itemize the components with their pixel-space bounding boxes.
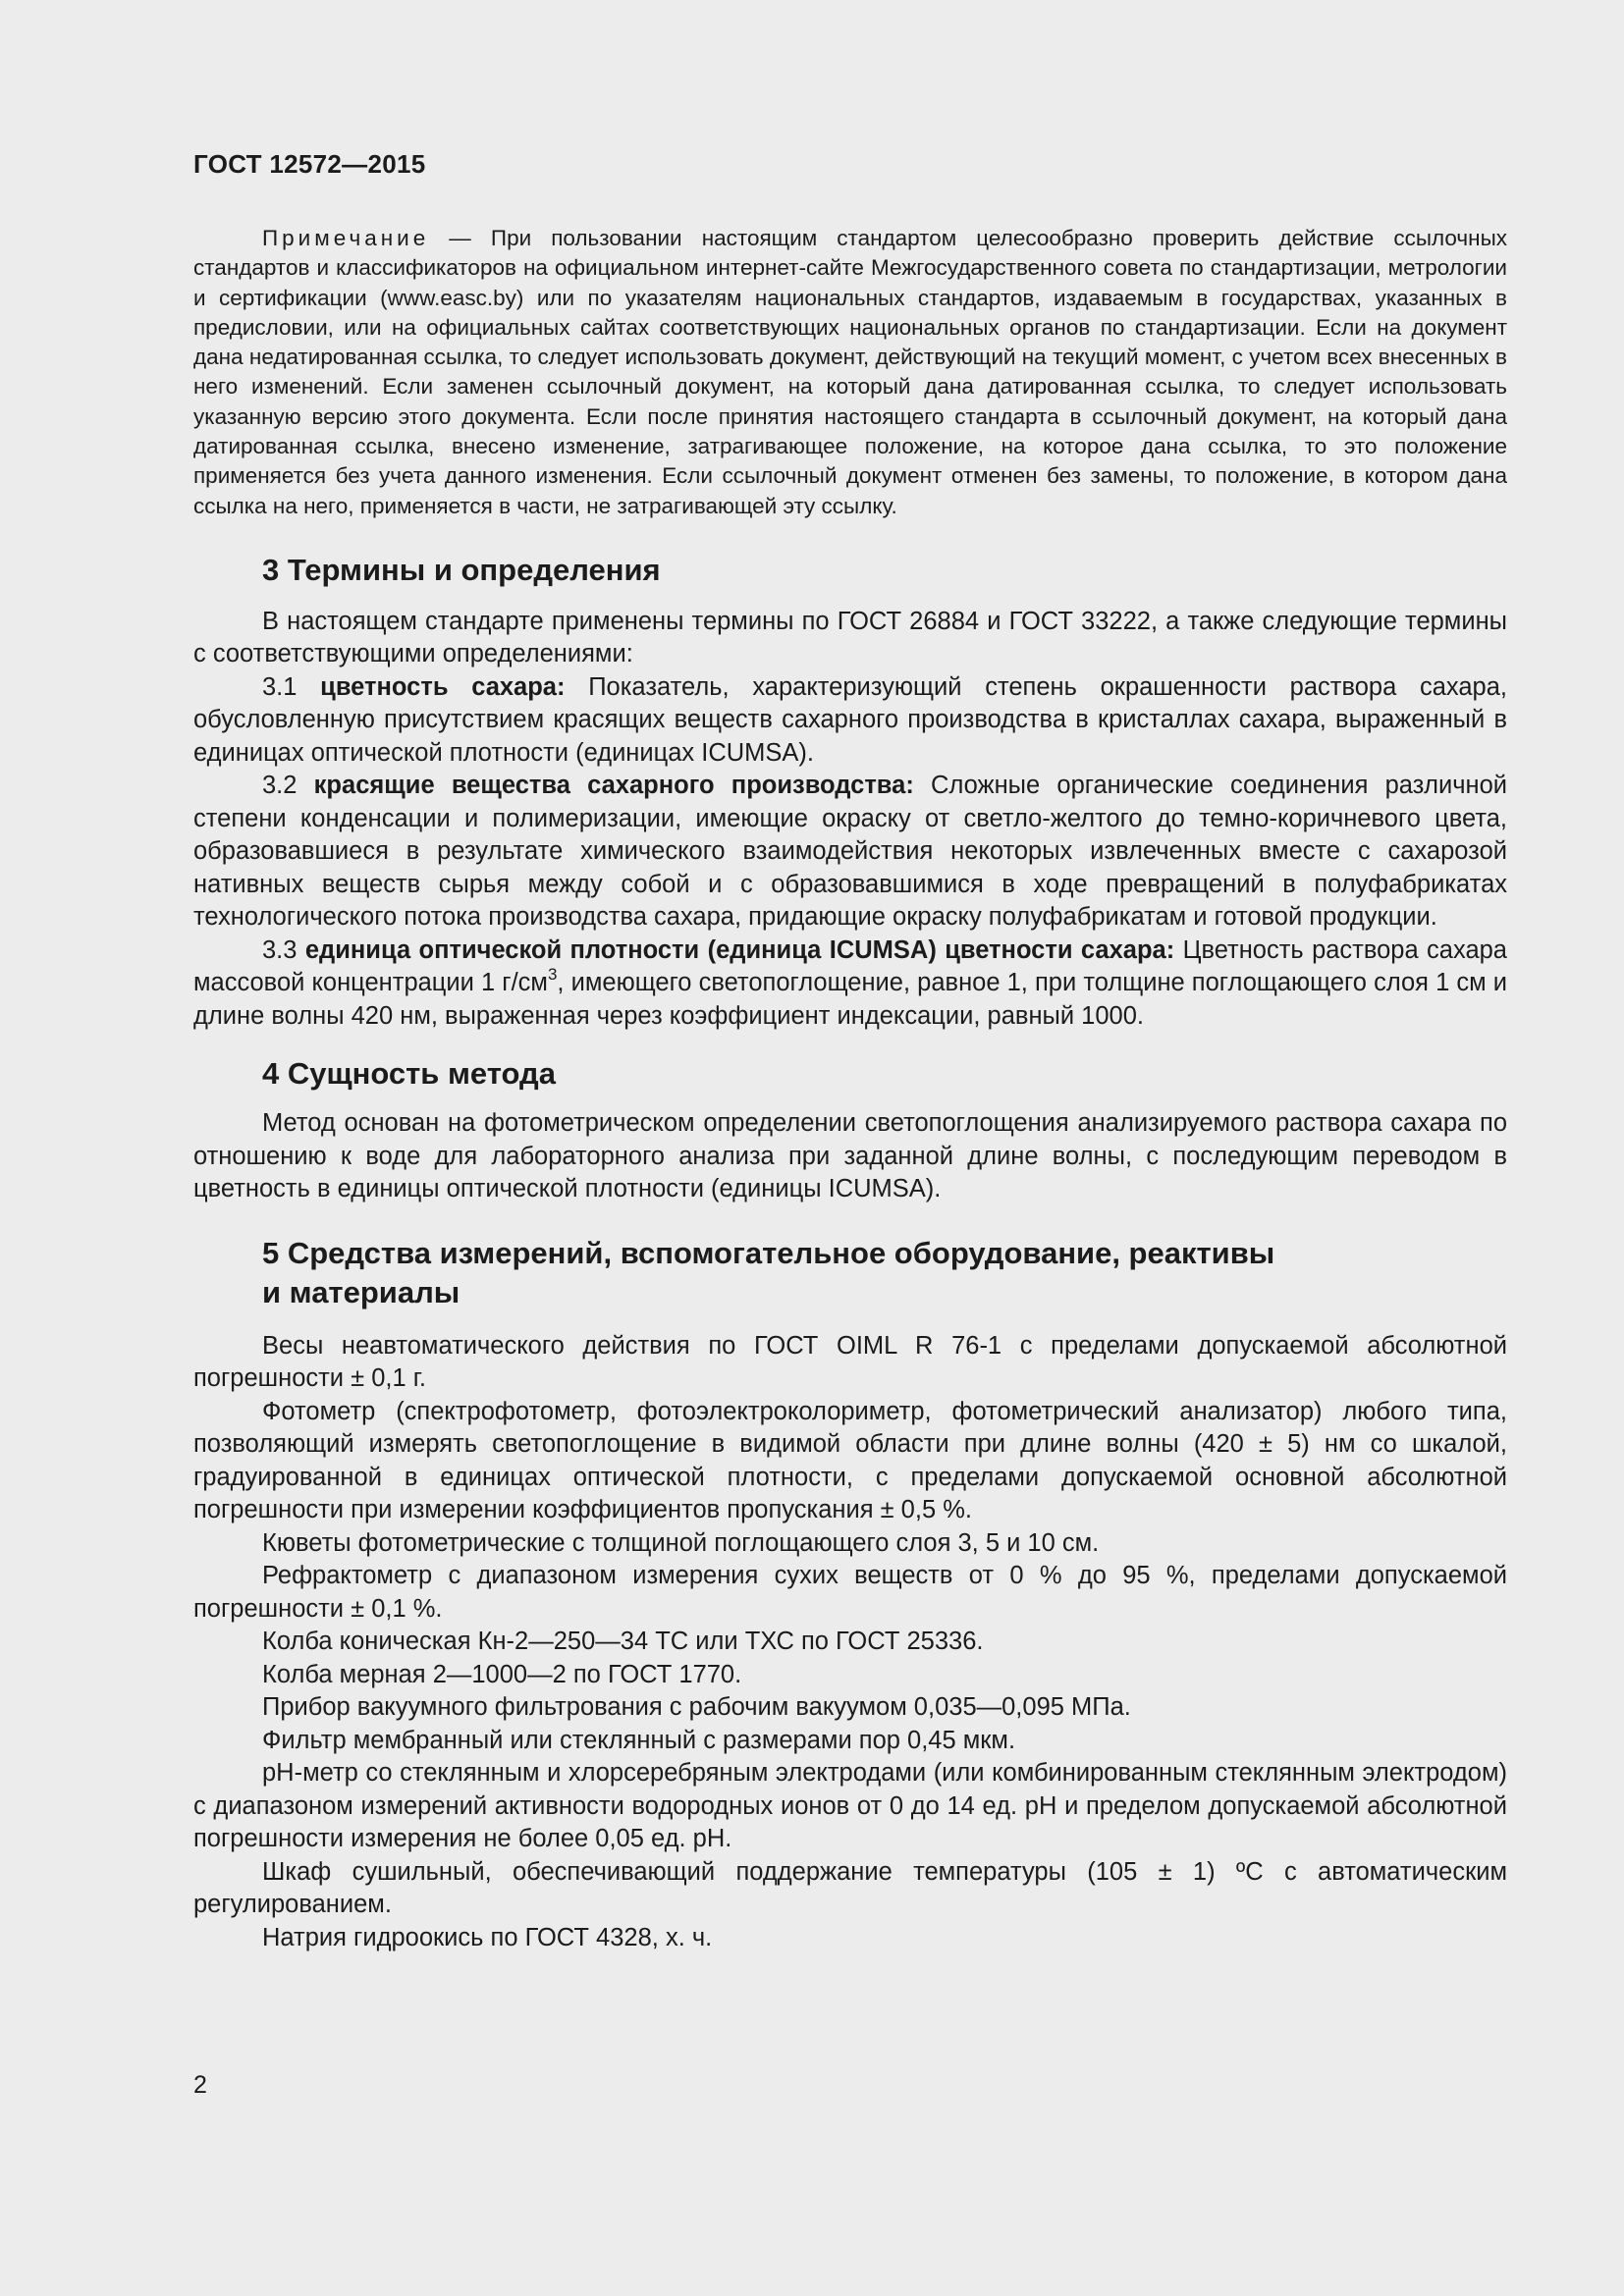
section-4-text: Метод основан на фотометрическом определении светопоглощения анализируемого раствора сахара по отношению к воде для лабораторного анализа при заданной длине волны, с последующим переводом в цветность в единицы оптической плотности (единицы ICUMSA). — [193, 1109, 1507, 1203]
superscript-3: 3 — [547, 965, 558, 985]
term-3-1 — [193, 671, 1507, 771]
equipment-item: Фильтр мембранный или стеклянный с размерами пор 0,45 мкм. — [262, 1726, 1016, 1754]
section-5-title-line-2: и материалы — [262, 1274, 460, 1309]
note-dash: — — [429, 226, 491, 250]
term-definition-part-a: Цветность раствора сахара массовой концентрации 1 г/см — [193, 935, 1507, 997]
equipment-item: Колба мерная 2—1000—2 по ГОСТ 1770. — [262, 1660, 742, 1688]
section-5-title-line-1: 5 Средства измерений, вспомогательное оборудование, реактивы — [262, 1235, 1275, 1270]
equipment-item: Весы неавтоматического действия по ГОСТ OIML R 76-1 с пределами допускаемой абсолютной погрешности ± 0,1 г. — [193, 1331, 1507, 1393]
equipment-item: Натрия гидроокись по ГОСТ 4328, х. ч. — [262, 1923, 713, 1951]
section-4 — [193, 1054, 1507, 1206]
equipment-item: рН-метр со стеклянным и хлорсеребряным электродами (или комбинированным стеклянным электродом) с диапазоном измерений активности водородных ионов от 0 до 14 ед. рН и пределом допускаемой абсолютной погрешности измерения не более 0,05 ед. рН. — [193, 1759, 1507, 1853]
equipment-item: Кюветы фотометрические с толщиной поглощающего слоя 3, 5 и 10 см. — [262, 1528, 1100, 1557]
section-5-title — [193, 1234, 1507, 1312]
term-number: 3.3 — [262, 935, 305, 964]
section-4-title: 4 Сущность метода — [262, 1056, 556, 1092]
equipment-item: Фотометр (спектрофотометр, фотоэлектроколориметр, фотометрический анализатор) любого типа, позволяющий измерять светопоглощение в видимой области при длине волны (420 ± 5) нм со шкалой, градуированной в единицах оптической плотности, с пределами допускаемой основной абсолютной погрешности при измерении коэффициентов пропускания ± 0,5 %. — [193, 1397, 1507, 1524]
section-3-title: 3 Термины и определения — [262, 552, 661, 587]
equipment-item: Прибор вакуумного фильтрования с рабочим вакуумом 0,035—0,095 МПа. — [262, 1693, 1131, 1722]
equipment-item: Колба коническая Кн-2—250—34 ТС или ТХС по ГОСТ 25336. — [262, 1628, 984, 1656]
section-3-intro: В настоящем стандарте применены термины по ГОСТ 26884 и ГОСТ 33222, а также следующие термины с соответствующими определениями: — [193, 607, 1507, 668]
section-3 — [193, 551, 1507, 1034]
note-text: При пользовании настоящим стандартом целесообразно проверить действие ссылочных стандартов и классификаторов на официальном интернет-сайте Межгосударственного совета по стандартизации, метрологии и сертификации (www.easc.by) или по указателям национальных стандартов, издаваемым в государствах, указанных в предисловии, или на официальных сайтах соответствующих национальных органов по стандартизации. Если на документ дана недатированная ссылка, то следует использовать документ, действующий на текущий момент, с учетом всех внесенных в него изменений. Если заменен ссылочный документ, на который дана датированная ссылка, то следует использовать указанную версию этого документа. Если после принятия настоящего стандарта в ссылочный документ, на который дана датированная ссылка, внесено изменение, затрагивающее положение, на которое дана ссылка, то это положение применяется без учета данного изменения. Если ссылочный документ отменен без замены, то положение, в котором дана ссылка на него, применяется в части, не затрагивающей эту ссылку. — [193, 226, 1507, 518]
term-name: красящие вещества сахарного производства: — [313, 772, 914, 800]
note-block — [193, 224, 1507, 521]
equipment-item: Рефрактометр с диапазоном измерения сухих веществ от 0 % до 95 %, пределами допускаемой погрешности ± 0,1 %. — [193, 1562, 1507, 1623]
term-name: единица оптической плотности (единица ICUMSA) цветности сахара: — [304, 935, 1175, 964]
page-number: 2 — [193, 2071, 207, 2099]
document-header: ГОСТ 12572—2015 — [193, 149, 426, 179]
term-name: цветность сахара: — [320, 672, 566, 701]
note-paragraph — [193, 224, 1507, 521]
term-number: 3.2 — [262, 772, 314, 800]
term-3-3 — [193, 934, 1507, 1034]
term-3-2 — [193, 770, 1507, 934]
term-definition: Сложные органические соединения различной степени конденсации и полимеризации, имеющие окраску от светло-желтого до темно-коричневого цвета, образовавшиеся в результате химического взаимодействия некоторых извлеченных вместе с сахарозой нативных веществ сырья между собой и с образовавшимися в ходе превращений в полуфабрикатах технологического потока производства сахара, придающие окраску полуфабрикатам и готовой продукции. — [193, 772, 1507, 932]
note-label: Примечание — [262, 226, 430, 250]
term-number: 3.1 — [262, 672, 321, 701]
section-5 — [193, 1234, 1507, 1955]
term-definition-part-b: , имеющего светопоглощение, равное 1, при толщине поглощающего слоя 1 см и длине волны 420 нм, выраженная через коэффициент индексации, равный 1000. — [193, 969, 1507, 1030]
term-definition: Показатель, характеризующий степень окрашенности раствора сахара, обусловленную присутствием красящих веществ сахарного производства в кристаллах сахара, выраженный в единицах оптической плотности (единицах ICUMSA). — [193, 672, 1507, 767]
page-content — [193, 224, 1507, 1954]
equipment-item: Шкаф сушильный, обеспечивающий поддержание температуры (105 ± 1) ºС с автоматическим регулированием. — [193, 1857, 1507, 1919]
